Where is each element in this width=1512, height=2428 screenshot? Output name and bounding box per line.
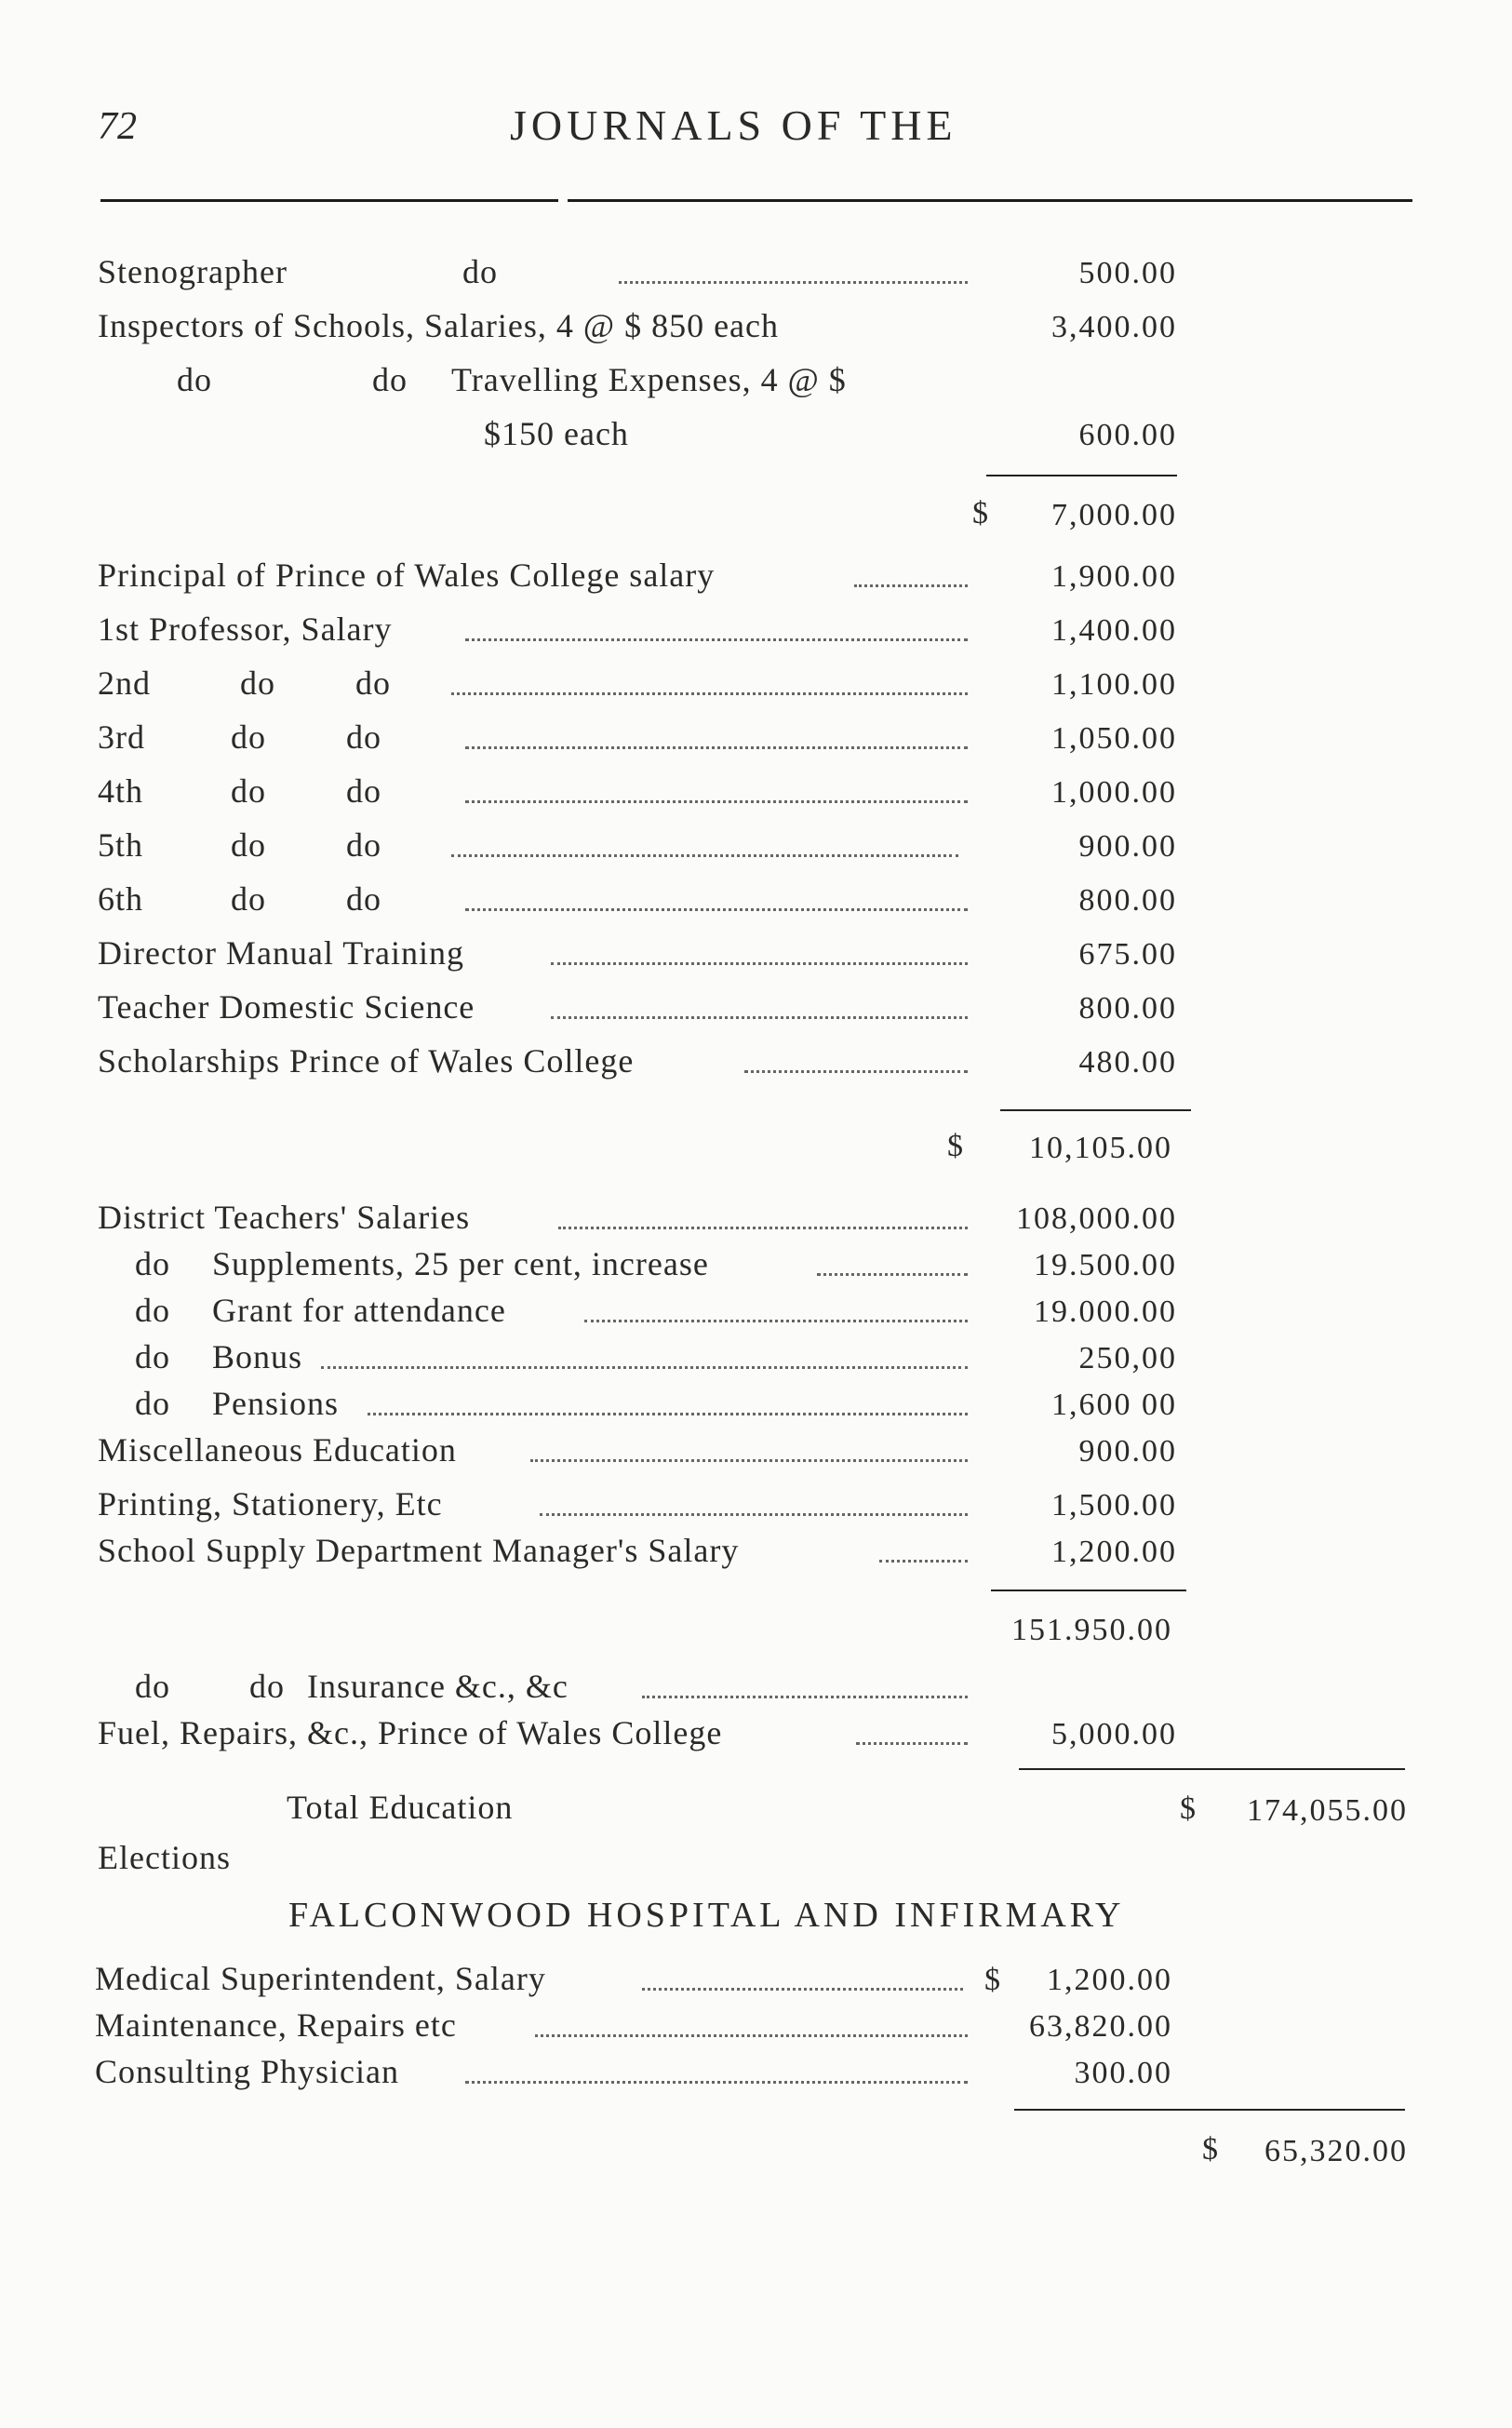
row-label: 2nd	[98, 664, 151, 702]
subtotal: 10,105.00	[1029, 1131, 1172, 1165]
row-label: 6th	[98, 880, 144, 918]
amount: 1,000.00	[1051, 775, 1177, 810]
ditto: do	[231, 880, 266, 918]
amount: 480.00	[1078, 1045, 1177, 1080]
leader-dots	[619, 281, 968, 284]
amount: 1,100.00	[1051, 667, 1177, 702]
row-label: Miscellaneous Education	[98, 1431, 457, 1469]
page-number: 72	[98, 105, 137, 148]
row-label: Scholarships Prince of Wales College	[98, 1042, 635, 1080]
total-rule	[1019, 1768, 1405, 1770]
row-label: District Teachers' Salaries	[98, 1199, 471, 1236]
total-amount: 174,055.00	[1247, 1793, 1408, 1828]
ditto: do	[346, 880, 381, 918]
subtotal-rule	[986, 475, 1177, 476]
section-heading: FALCONWOOD HOSPITAL AND INFIRMARY	[288, 1896, 1125, 1935]
row-label: Medical Superintendent, Salary	[95, 1960, 546, 1997]
running-head: JOURNALS OF THE	[510, 101, 957, 149]
total-rule	[1014, 2109, 1405, 2111]
row-label: Travelling Expenses, 4 @ $	[451, 361, 847, 398]
amount: 1,400.00	[1051, 613, 1177, 648]
row-label: Director Manual Training	[98, 934, 464, 972]
subtotal-rule	[1000, 1109, 1191, 1111]
row-label: Grant for attendance	[212, 1292, 506, 1329]
ditto: do	[135, 1245, 170, 1282]
subtotal: 151.950.00	[1011, 1613, 1172, 1647]
ditto: do	[249, 1668, 285, 1705]
row-label: School Supply Department Manager's Salary	[98, 1532, 740, 1569]
ditto: do	[231, 718, 266, 756]
dollar-sign: $	[1180, 1791, 1198, 1826]
row-label: Printing, Stationery, Etc	[98, 1485, 443, 1523]
subtotal-rule	[991, 1590, 1186, 1591]
amount: 600.00	[1078, 418, 1177, 452]
row-label: Consulting Physician	[95, 2053, 400, 2090]
amount: 250,00	[1078, 1341, 1177, 1375]
ditto: do	[177, 361, 212, 398]
amount: 1,050.00	[1051, 721, 1177, 756]
dollar-sign: $	[1202, 2132, 1220, 2166]
row-label: Bonus	[212, 1338, 303, 1375]
amount: 19.000.00	[1034, 1294, 1177, 1329]
row-label: $150 each	[484, 415, 629, 452]
total-label: Total Education	[287, 1789, 514, 1826]
amount: 800.00	[1078, 991, 1177, 1026]
ditto: do	[135, 1668, 170, 1705]
ditto: do	[355, 664, 391, 702]
amount: 1,500.00	[1051, 1488, 1177, 1523]
elections-label: Elections	[98, 1839, 231, 1876]
row-label: Maintenance, Repairs etc	[95, 2006, 457, 2044]
amount: 500.00	[1078, 256, 1177, 290]
row-label: 1st Professor, Salary	[98, 610, 393, 648]
hospital-total: 65,320.00	[1264, 2134, 1408, 2168]
amount: 1,200.00	[1051, 1535, 1177, 1569]
ditto: do	[135, 1338, 170, 1375]
row-label: Stenographer	[98, 253, 288, 290]
amount: 900.00	[1078, 1434, 1177, 1469]
ditto: do	[346, 718, 381, 756]
header-rule	[100, 199, 1412, 202]
amount: 675.00	[1078, 937, 1177, 972]
subtotal: 7,000.00	[1051, 498, 1177, 532]
ditto: do	[346, 826, 381, 864]
row-label: Supplements, 25 per cent, increase	[212, 1245, 709, 1282]
row-label: Fuel, Repairs, &c., Prince of Wales College	[98, 1714, 723, 1751]
row-label: Teacher Domestic Science	[98, 988, 475, 1026]
amount: 900.00	[1078, 829, 1177, 864]
ditto: do	[231, 826, 266, 864]
row-label: 4th	[98, 772, 144, 810]
ditto: do	[135, 1385, 170, 1422]
ditto: do	[372, 361, 408, 398]
row-label: Insurance &c., &c	[307, 1668, 569, 1705]
row-label: Inspectors of Schools, Salaries, 4 @ $ 850 each	[98, 307, 780, 344]
amount: 63,820.00	[1029, 2009, 1172, 2044]
amount: 1,600 00	[1051, 1388, 1177, 1422]
amount: 108,000.00	[1016, 1201, 1177, 1236]
amount: 19.500.00	[1034, 1248, 1177, 1282]
amount: 1,900.00	[1051, 559, 1177, 594]
dollar-sign: $	[984, 1963, 1002, 1997]
amount: 300.00	[1074, 2056, 1172, 2090]
amount: 1,200.00	[1047, 1963, 1172, 1997]
dollar-sign: $	[972, 496, 990, 530]
ditto: do	[135, 1292, 170, 1329]
ditto: do	[346, 772, 381, 810]
row-label: 5th	[98, 826, 144, 864]
dollar-sign: $	[947, 1129, 965, 1163]
ditto: do	[462, 253, 498, 290]
ditto: do	[240, 664, 275, 702]
ditto: do	[231, 772, 266, 810]
amount: 5,000.00	[1051, 1717, 1177, 1751]
amount: 800.00	[1078, 883, 1177, 918]
row-label: 3rd	[98, 718, 145, 756]
row-label: Principal of Prince of Wales College salary	[98, 557, 716, 594]
row-label: Pensions	[212, 1385, 340, 1422]
amount: 3,400.00	[1051, 310, 1177, 344]
